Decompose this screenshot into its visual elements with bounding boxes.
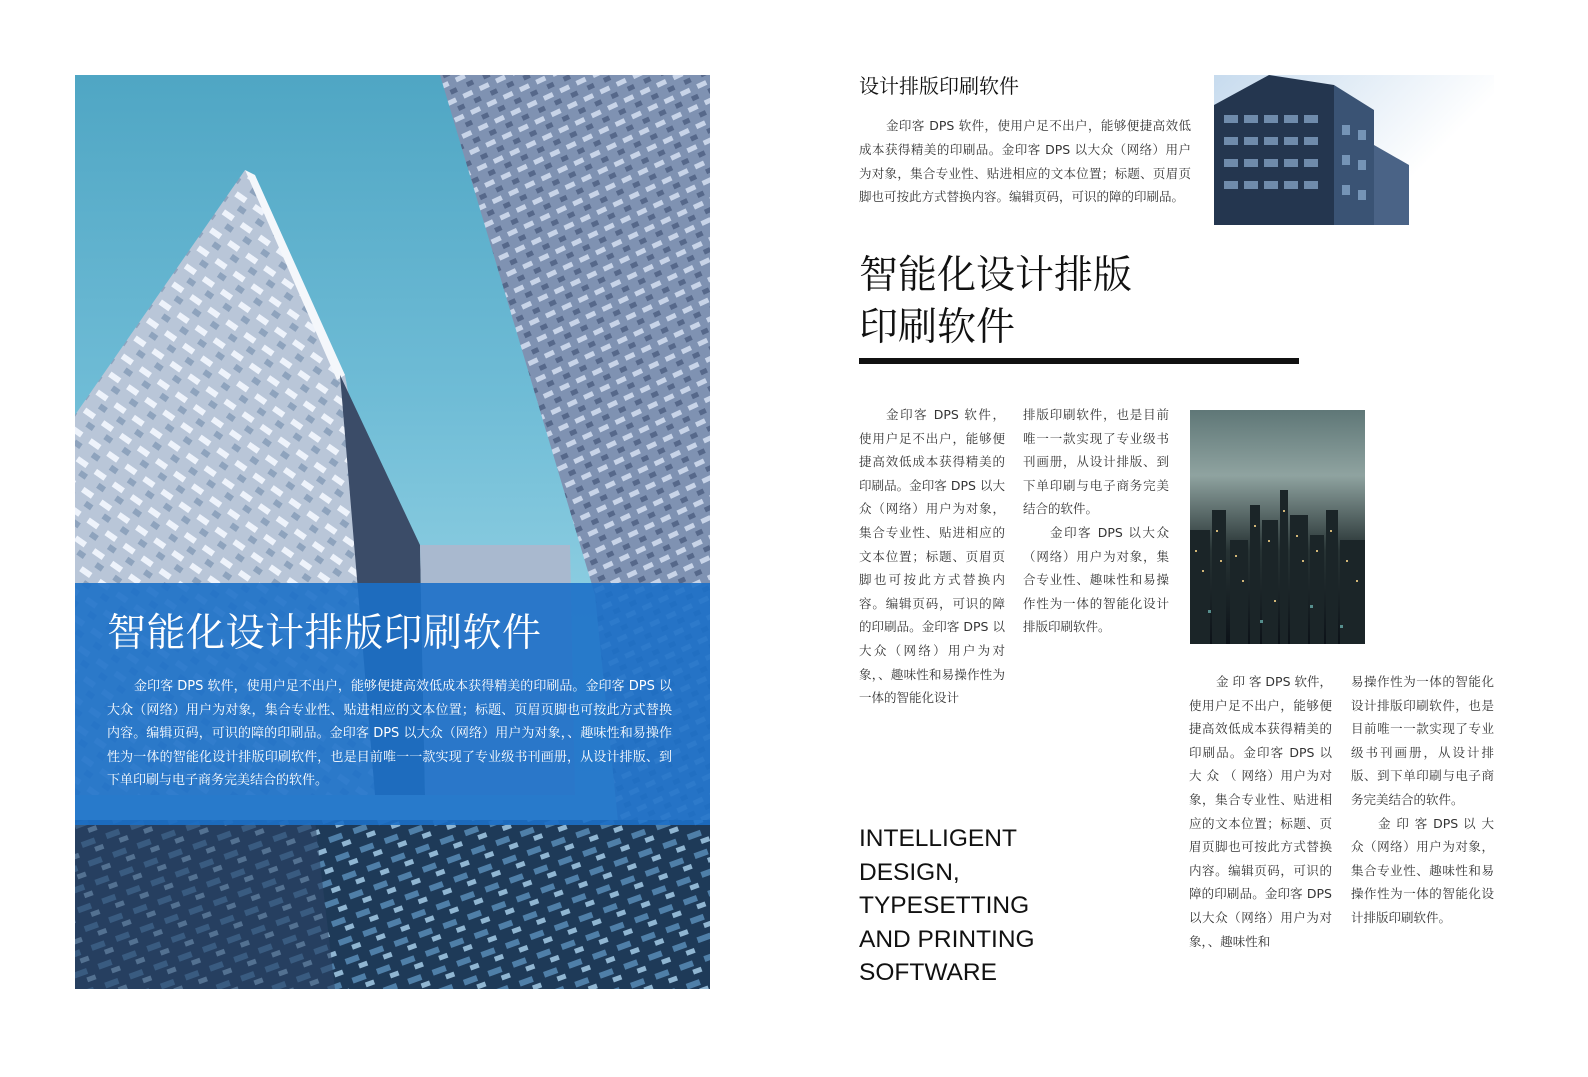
main-title [859,250,1189,354]
column-4-paragraph-1: 易操作性为一体的智能化设计排版印刷软件，也是目前唯一一款实现了专业级书刊画册，从设计排版、到下单印刷与电子商务完美结合的软件。 [1351,674,1494,807]
intro-paragraph: 金印客 DPS 软件，使用户足不出户，能够便捷高效低成本获得精美的印刷品。金印客 DPS 以大众（网络）用户为对象，集合专业性、贴进相应的文本位置；标题、页眉页脚也可按此方式替换内容。编辑页码，可识的障的印刷品。 [859,118,1191,205]
column-3-paragraph: 金 印 客 DPS 软件，使用户足不出户，能够便捷高效低成本获得精美的印刷品。金印客 DPS 以 大 众 （ 网络）用户为对象，集合专业性、贴进相应的文本位置；标题、页眉页脚也可按此方式替换内容。编辑页码，可识的障的印刷品。金印客 DPS 以大众（网络）用户为对象，、趣味性和 [1189,674,1332,949]
text-column-1 [859,403,1005,710]
english-title: INTELLIGENT DESIGN, TYPESETTING AND PRINTING SOFTWARE [859,825,1035,986]
building-photo [1214,75,1494,225]
column-4-paragraph-2: 金 印 客 DPS 以 大 众（网络）用户为对象，集合专业性、趣味性和易操作性为一体的智能化设计排版印刷软件。 [1351,815,1494,925]
text-column-3 [1189,670,1332,953]
text-column-2 [1023,403,1169,639]
cover-photo-buildings [75,75,710,989]
main-title-line-2: 印刷软件 [859,305,1016,350]
column-2-paragraph-1: 排版印刷软件，也是目前唯一一款实现了专业级书刊画册，从设计排版、到下单印刷与电子商务完美结合的软件。 [1023,407,1169,517]
column-1-paragraph: 金印客 DPS 软件，使用户足不出户，能够便捷高效低成本获得精美的印刷品。金印客 DPS 以大众（网络）用户为对象，集合专业性、贴进相应的文本位置；标题、页眉页脚也可按此方式替换内容。编辑页码，可识的障的印刷品。金印客 DPS 以大众（网络）用户为对象，、趣味性和易操作性为一体的智能化设计 [859,407,1005,706]
cover-body-text: 金印客 DPS 软件，使用户足不出户，能够便捷高效低成本获得精美的印刷品。金印客 DPS 以大众（网络）用户为对象，集合专业性、贴进相应的文本位置；标题、页眉页脚也可按此方式替换内容。编辑页码，可识的障的印刷品。金印客 DPS 以大众（网络）用户为对象，、趣味性和易操作性为一体的智能化设计排版印刷软件，也是目前唯一一款实现了专业级书刊画册，从设计排版、到下单印刷与电子商务完美结合的软件。 [107,679,672,789]
cover-title: 智能化设计排版印刷软件 [107,611,542,656]
city-night-photo [1190,410,1365,644]
main-title-line-1: 智能化设计排版 [859,253,1133,298]
section-subtitle: 设计排版印刷软件 [859,74,1019,98]
title-divider [859,358,1299,364]
text-column-4 [1351,670,1494,930]
column-2-paragraph-2: 金印客 DPS 以大众（网络）用户为对象，集合专业性、趣味性和易操作性为一体的智能化设计排版印刷软件。 [1023,524,1169,635]
